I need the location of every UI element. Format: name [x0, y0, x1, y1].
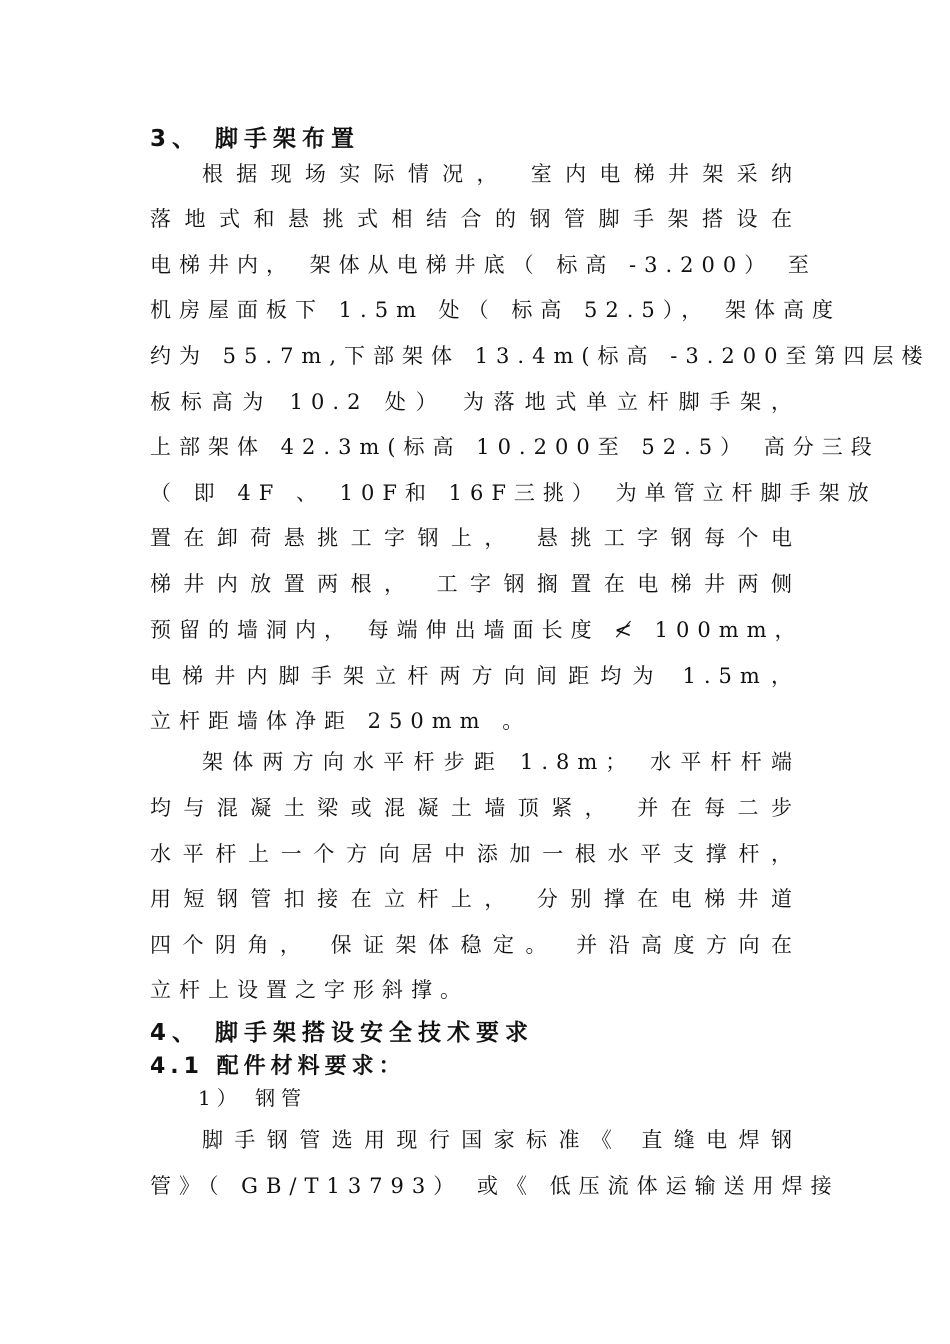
paragraph-line: 管》（ GB/T13793） 或《 低压流体运输送用焊接 [150, 1174, 840, 1198]
paragraph-line: 电梯井内脚手架立杆两方向间距均为 1.5m， [150, 664, 800, 688]
paragraph-line: 预留的墙洞内， 每端伸出墙面长度 ≮ 100mm， [150, 618, 804, 642]
section-3-heading: 3、 脚手架布置 [150, 126, 361, 152]
paragraph-line: 置在卸荷悬挑工字钢上， 悬挑工字钢每个电 [150, 526, 800, 550]
paragraph-line: 水平杆上一个方向居中添加一根水平支撑杆， [150, 842, 800, 866]
paragraph-line: 上部架体 42.3m(标高 10.200至 52.5） 高分三段 [150, 435, 880, 459]
paragraph-line: 立杆上设置之字形斜撑。 [150, 978, 469, 1002]
list-item-steel-pipe: 1） 钢管 [198, 1086, 308, 1110]
paragraph-line: 梯井内放置两根， 工字钢搁置在电梯井两侧 [150, 572, 800, 596]
paragraph-line: 约为 55.7m,下部架体 13.4m(标高 -3.200至第四层楼 [150, 344, 931, 368]
paragraph-line: 均与混凝土梁或混凝土墙顶紧， 并在每二步 [150, 796, 800, 820]
paragraph-line: 板标高为 10.2 处） 为落地式单立杆脚手架， [150, 390, 800, 414]
paragraph-line: 机房屋面板下 1.5m 处（ 标高 52.5）， 架体高度 [150, 298, 841, 322]
paragraph-line: 落地式和悬挑式相结合的钢管脚手架搭设在 [150, 207, 800, 231]
paragraph-line: 立杆距墙体净距 250mm 。 [150, 709, 532, 733]
section-4-1-heading: 4.1 配件材料要求： [150, 1054, 406, 1079]
paragraph-line: 四个阴角， 保证架体稳定。 并沿高度方向在 [150, 933, 800, 957]
paragraph-line: 根据现场实际情况， 室内电梯井架采纳 [202, 162, 800, 186]
paragraph-line: 脚手钢管选用现行国家标准《 直缝电焊钢 [202, 1128, 800, 1152]
paragraph-line: （ 即 4F 、 10F和 16F三挑） 为单管立杆脚手架放 [150, 481, 877, 505]
paragraph-line: 电梯井内， 架体从电梯井底（ 标高 -3.200） 至 [150, 253, 817, 277]
paragraph-line: 架体两方向水平杆步距 1.8m； 水平杆杆端 [202, 750, 800, 774]
paragraph-line: 用短钢管扣接在立杆上， 分别撑在电梯井道 [150, 887, 800, 911]
section-4-heading: 4、 脚手架搭设安全技术要求 [150, 1020, 535, 1046]
